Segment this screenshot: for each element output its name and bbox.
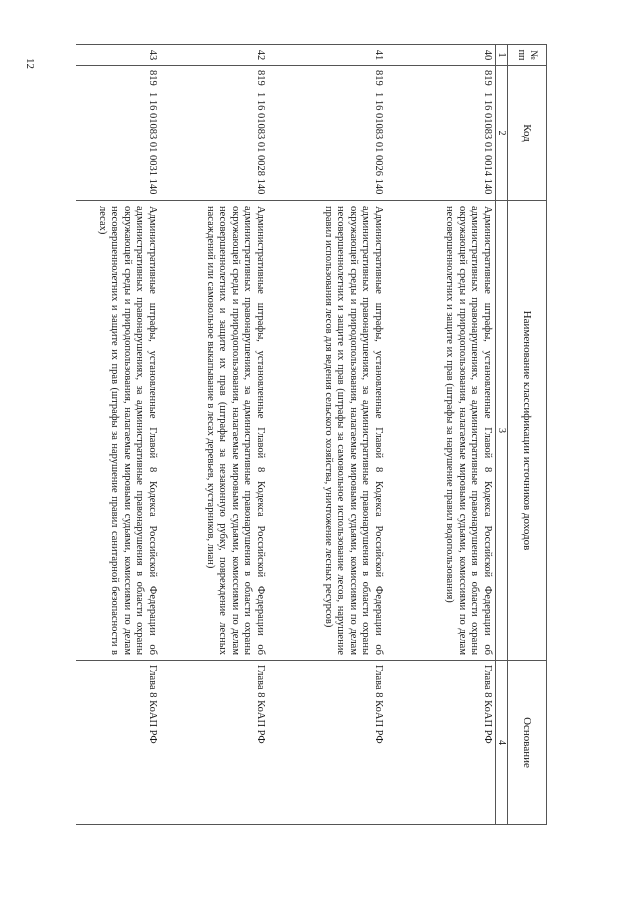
admin-code: 819 xyxy=(482,70,493,86)
column-number-row xyxy=(496,45,508,825)
column-number: 3 xyxy=(496,201,508,661)
row-basis: Глава 8 КоАП РФ xyxy=(268,661,386,825)
admin-code: 819 xyxy=(373,70,384,86)
kbk-code: 1 16 01083 01 0026 140 xyxy=(373,92,384,195)
header-num: № пп xyxy=(508,45,547,66)
row-number: 40 xyxy=(386,45,496,66)
admin-code: 819 xyxy=(147,70,158,86)
header-name: Наименование классификации источников доходов xyxy=(508,201,547,661)
header-basis: Основание xyxy=(508,661,547,825)
row-number: 41 xyxy=(268,45,386,66)
column-number: 4 xyxy=(496,661,508,825)
table-row xyxy=(160,45,268,825)
row-name: Административные штрафы, установленные Главой 8 Кодекса Российской Федерации об административных правонарушениях, за административные правонарушения в области охраны окружающей среды и природопользования, налагаемые мировыми судьями, комиссиями по делам несовершеннолетних и защите их прав (штрафы за нарушение правил водопользования) xyxy=(386,201,496,661)
row-code xyxy=(386,66,496,201)
page-number: 12 xyxy=(24,58,36,69)
table-header-row xyxy=(508,45,547,825)
row-number: 43 xyxy=(76,45,160,66)
row-basis: Глава 8 КоАП РФ xyxy=(76,661,160,825)
row-code xyxy=(268,66,386,201)
column-number: 2 xyxy=(496,66,508,201)
row-name: Административные штрафы, установленные Главой 8 Кодекса Российской Федерации об административных правонарушениях, за административные правонарушения в области охраны окружающей среды и природопользования, налагаемые мировыми судьями, комиссиями по делам несовершеннолетних и защите их прав (штрафы за самовольное использование лесов, нарушение правил использования лесов для ведения сельского хозяйства, уничтожение лесных ресурсов) xyxy=(268,201,386,661)
table-row xyxy=(386,45,496,825)
row-number: 42 xyxy=(160,45,268,66)
row-code xyxy=(76,66,160,201)
kbk-code: 1 16 01083 01 0028 140 xyxy=(255,92,266,195)
revenue-sources-table xyxy=(76,44,547,825)
row-basis: Глава 8 КоАП РФ xyxy=(386,661,496,825)
row-name: Административные штрафы, установленные Главой 8 Кодекса Российской Федерации об административных правонарушениях, за административные правонарушения в области охраны окружающей среды и природопользования, налагаемые мировыми судьями, комиссиями по делам несовершеннолетних и защите их прав (штрафы за незаконную рубку, повреждение лесных насаждений или самовольное выкапывание в лесах деревьев, кустарников, лиан) xyxy=(160,201,268,661)
admin-code: 819 xyxy=(255,70,266,86)
kbk-code: 1 16 01083 01 0014 140 xyxy=(482,92,493,195)
table-row xyxy=(76,45,160,825)
header-code: Код xyxy=(508,66,547,201)
table-row xyxy=(268,45,386,825)
column-number: 1 xyxy=(496,45,508,66)
row-basis: Глава 8 КоАП РФ xyxy=(160,661,268,825)
row-code xyxy=(160,66,268,201)
kbk-code: 1 16 01083 01 0031 140 xyxy=(147,92,158,195)
row-name: Административные штрафы, установленные Главой 8 Кодекса Российской Федерации об административных правонарушениях, за административные правонарушения в области охраны окружающей среды и природопользования, налагаемые мировыми судьями, комиссиями по делам несовершеннолетних и защите их прав (штрафы за нарушение правил санитарной безопасности в лесах) xyxy=(76,201,160,661)
